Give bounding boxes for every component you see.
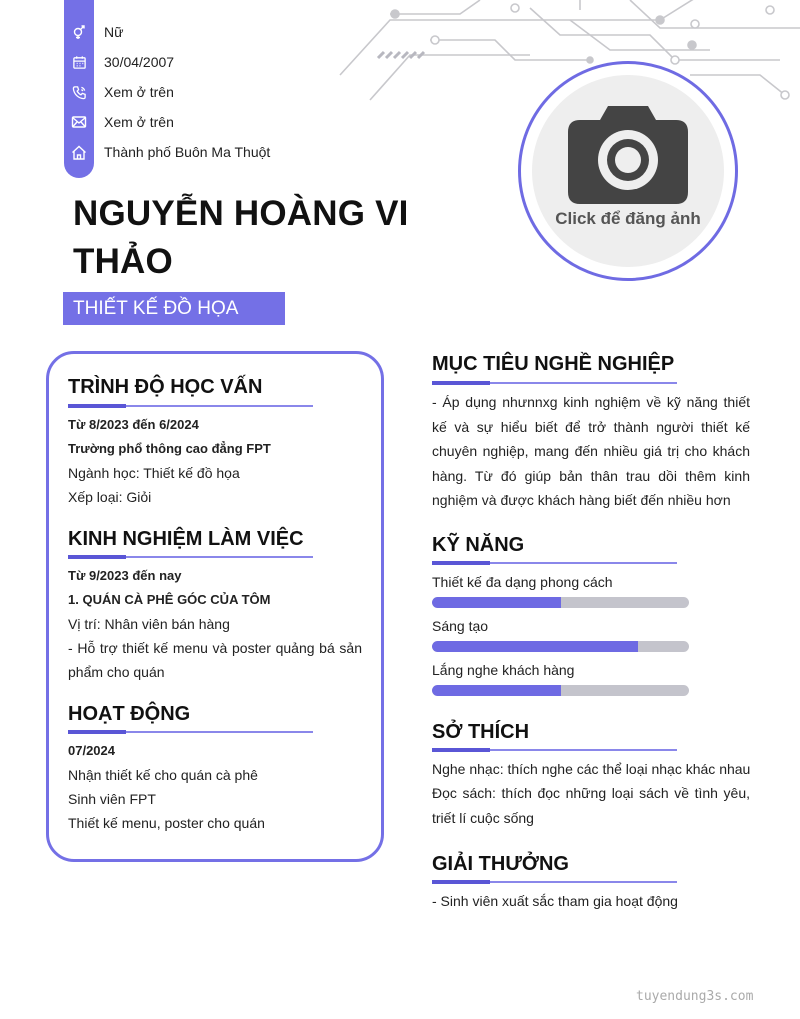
home-icon [64,145,94,160]
experience-position: Vị trí: Nhân viên bán hàng [68,616,230,632]
contact-birthday [64,47,174,77]
hobby-item: Đọc sách: thích đọc những loại sách về tình yêu, triết lí cuộc sống [432,785,750,826]
hobby-item: Nghe nhạc: thích nghe các thể loại nhạc khác nhau [432,761,751,777]
contact-address [64,137,270,167]
education-major: Ngành học: Thiết kế đồ họa [68,465,240,481]
calendar-icon [64,55,94,70]
email-icon [64,115,94,129]
education-rank: Xếp loại: Giỏi [68,489,152,505]
education-title: TRÌNH ĐỘ HỌC VẤN [68,376,263,398]
activity-item: Thiết kế menu, poster cho quán [68,815,265,831]
activities-divider [68,731,313,733]
activities-period: 07/2024 [68,743,115,758]
contact-gender [64,17,123,47]
experience-title: KINH NGHIỆM LÀM VIỆC [68,528,304,550]
award-item: - Sinh viên xuất sắc tham gia hoạt động [432,893,678,909]
experience-desc-line2: phẩm cho quán [68,664,165,680]
skills-title: KỸ NĂNG [432,534,525,556]
candidate-name: NGUYỄN HOÀNG VI THẢO [73,194,409,281]
education-school: Trường phổ thông cao đẳng FPT [68,441,271,456]
gender-value: Nữ [104,24,124,40]
skill-bar [432,641,689,652]
awards-divider [432,881,677,883]
gender-icon [64,24,94,40]
skill-name: Sáng tạo [432,618,489,634]
skill-bar-fill [432,641,638,652]
skill-bar-fill [432,685,561,696]
activities-title: HOẠT ĐỘNG [68,703,191,725]
education-period: Từ 8/2023 đến 6/2024 [68,417,199,432]
experience-desc-line1: - Hỗ trợ thiết kế menu và poster quảng bá sản [68,640,362,656]
email-value: Xem ở trên [104,114,174,130]
experience-divider [68,556,313,558]
skill-bar-fill [432,597,561,608]
hobbies-title: SỞ THÍCH [432,721,530,743]
contact-email [64,107,174,137]
birthday-value: 30/04/2007 [104,54,175,70]
watermark: tuyendung3s.com [636,989,754,1004]
camera-icon[interactable] [568,104,688,204]
skill-bar [432,685,689,696]
objective-text: - Áp dụng nhưnnxg kinh nghiệm về kỹ năng thiết kế và sự hiểu biết để trở thành người thiết kế chuyên nghiệp, mang đến nhiều giá trị cho khách hàng. Từ đó giúp bản thân trau dồi thêm kinh nghiệm và được khách hàng biết đến nhiều hơn [432,394,750,508]
awards-title: GIẢI THƯỞNG [432,853,569,875]
experience-company: 1. QUÁN CÀ PHÊ GÓC CỦA TÔM [68,592,271,607]
objective-divider [432,382,677,384]
skill-bar [432,597,689,608]
skill-name: Thiết kế đa dạng phong cách [432,574,613,590]
education-divider [68,405,313,407]
phone-value: Xem ở trên [104,84,174,100]
hobbies-divider [432,749,677,751]
skill-name: Lắng nghe khách hàng [432,662,575,678]
job-title: THIẾT KẾ ĐỒ HỌA [63,292,285,325]
phone-icon [64,85,94,100]
photo-upload-label[interactable]: Click để đăng ảnh [555,209,701,228]
experience-period: Từ 9/2023 đến nay [68,568,182,583]
address-value: Thành phố Buôn Ma Thuột [104,144,271,160]
skills-divider [432,562,677,564]
objective-title: MỤC TIÊU NGHỀ NGHIỆP [432,353,675,375]
activity-item: Nhận thiết kế cho quán cà phê [68,767,258,783]
contact-phone [64,77,174,107]
activity-item: Sinh viên FPT [68,791,156,807]
